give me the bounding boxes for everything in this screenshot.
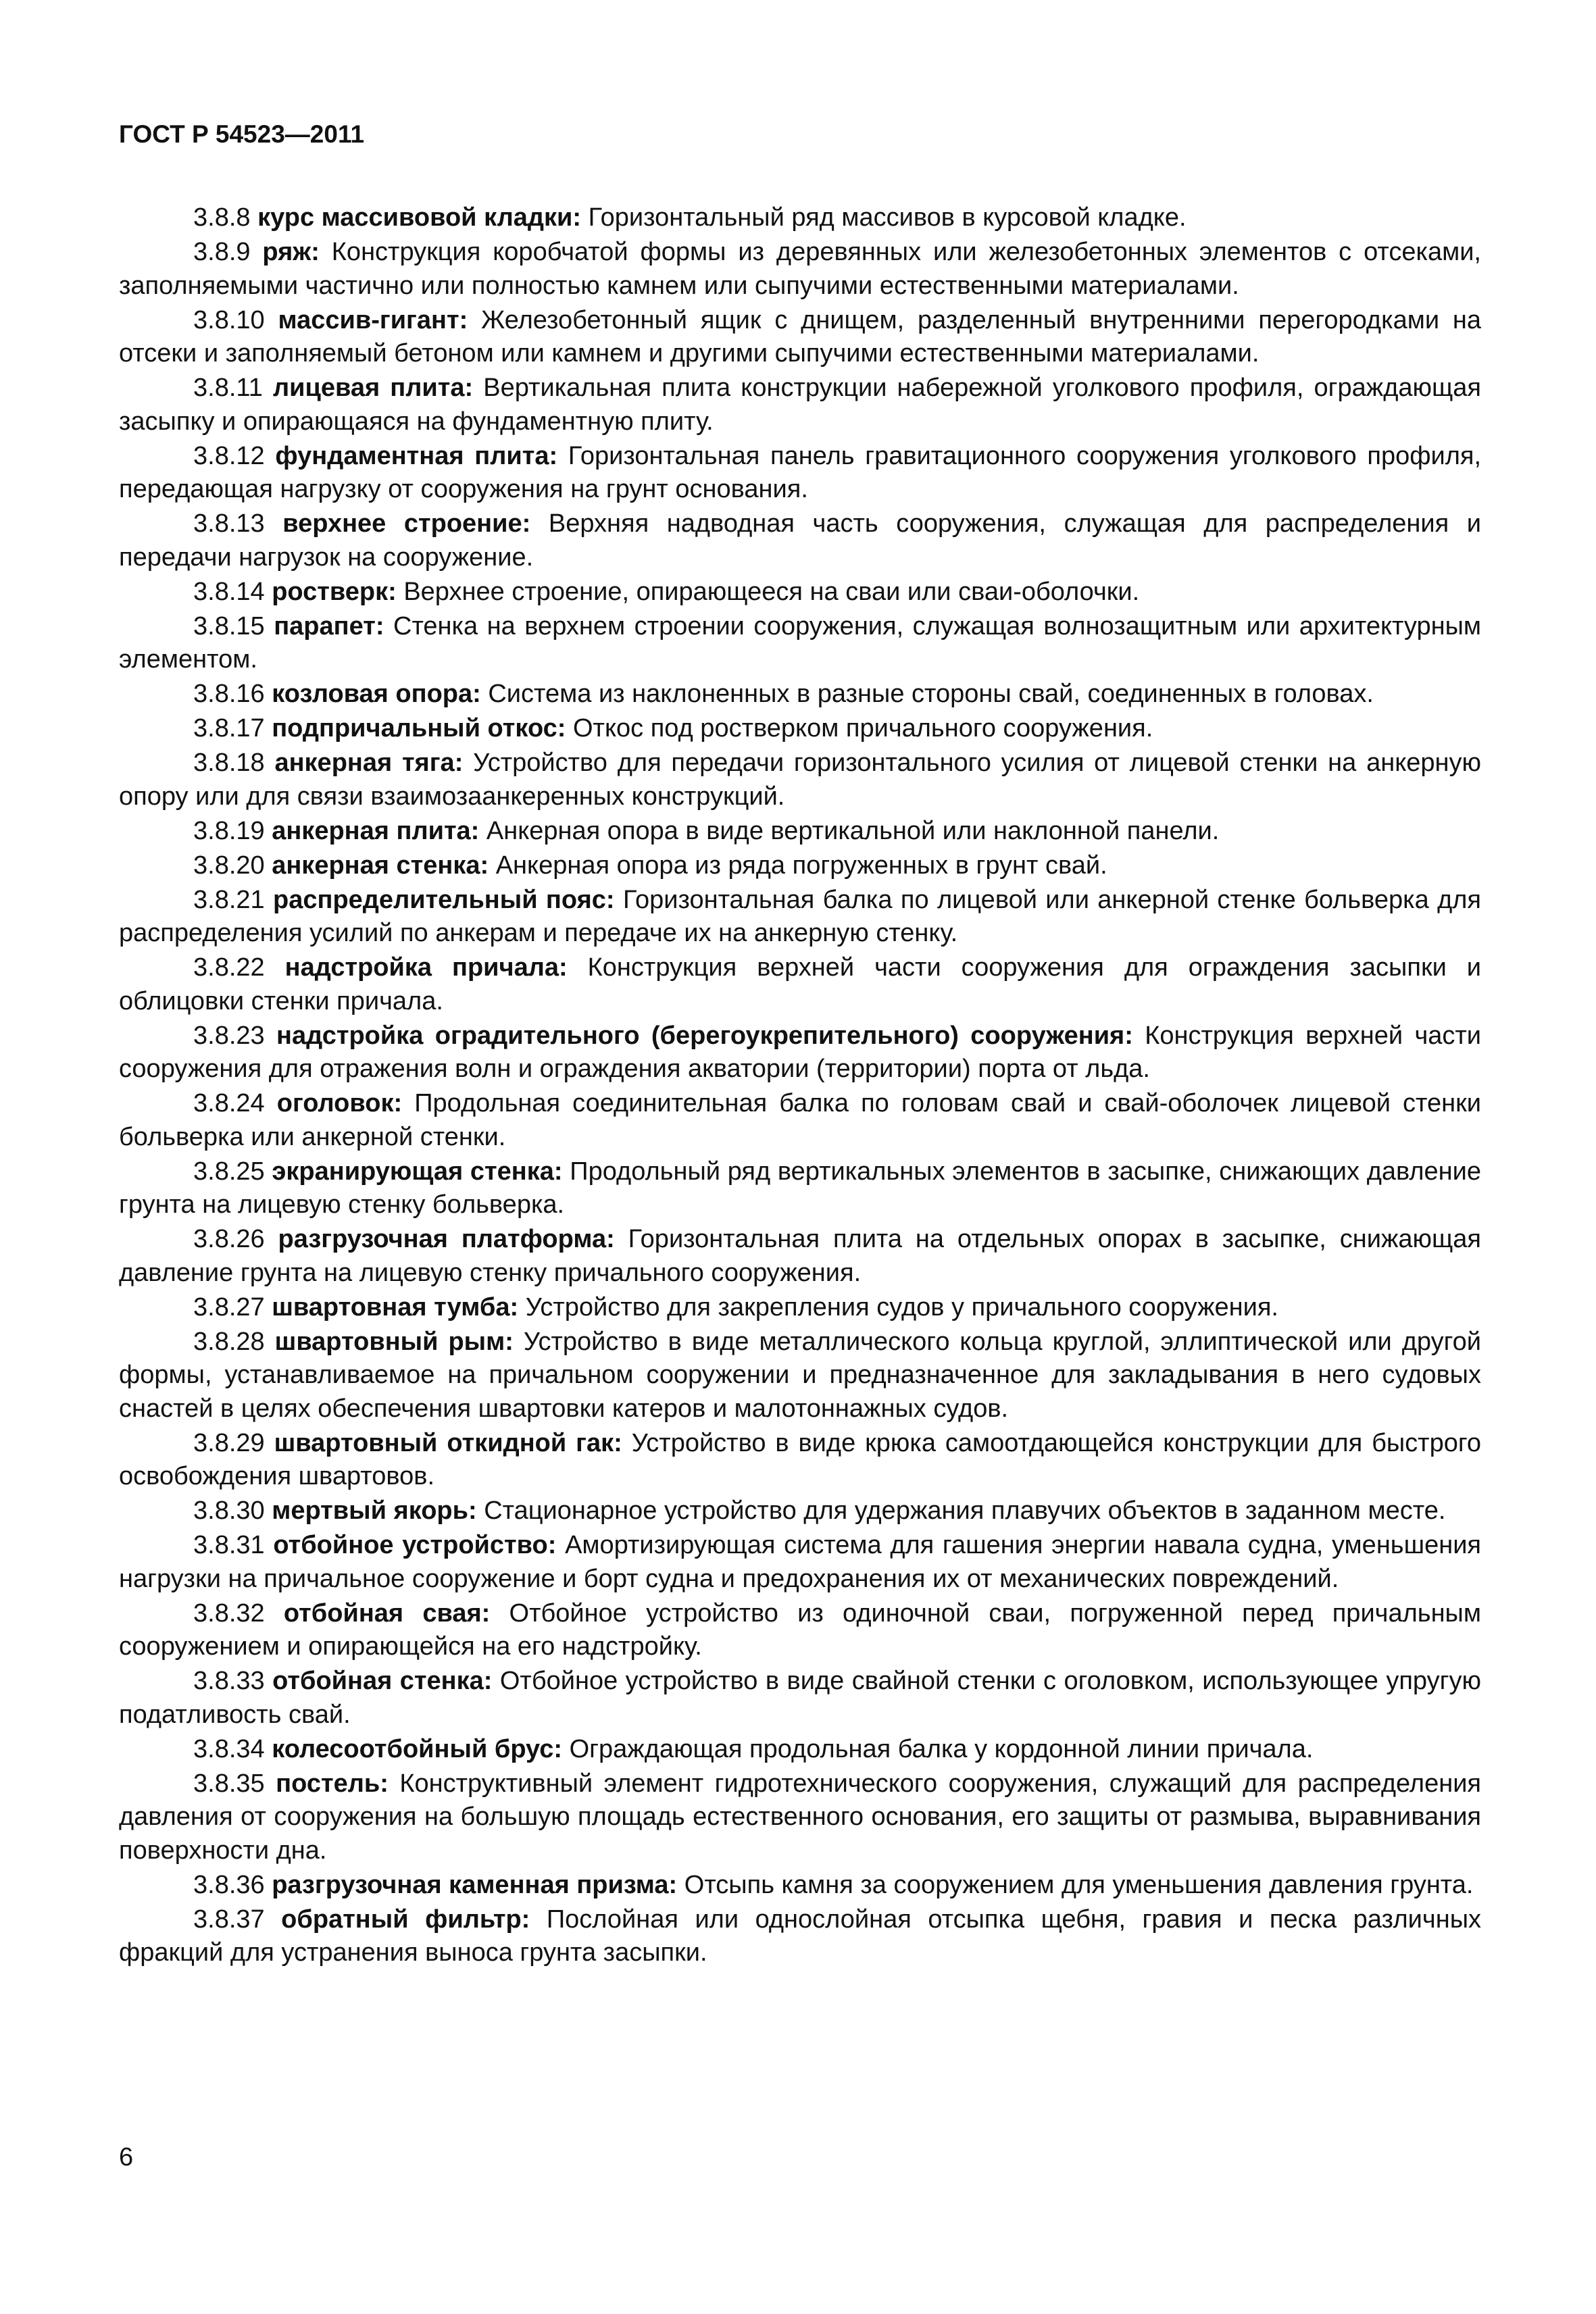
entry-term: верхнее строение: [282, 509, 531, 538]
definition-entry [119, 1326, 1481, 1426]
definition-entry [119, 440, 1481, 507]
entry-definition: Горизонтальная панель гравитационного сооружения уголкового профиля, передающая нагрузку от сооружения на грунт основания. [119, 441, 1482, 503]
entry-term: отбойная свая: [283, 1599, 491, 1628]
entry-number: 3.8.30 [193, 1496, 265, 1525]
entry-definition: Ограждающая продольная балка у кордонной линии причала. [569, 1734, 1314, 1763]
entry-definition: Конструктивный элемент гидротехнического сооружения, служащий для распределения давления от сооружения на большую площадь естественного основания, его защиты от размыва, выравнивания поверхности дна. [119, 1769, 1481, 1865]
definition-entry [119, 1427, 1481, 1494]
entry-term: мертвый якорь: [272, 1496, 477, 1525]
entry-term: фундаментная плита: [275, 441, 558, 470]
entry-number: 3.8.8 [193, 203, 251, 232]
entry-term: парапет: [274, 611, 384, 640]
entry-definition: Устройство для передачи горизонтального усилия от лицевой стенки на анкерную опору или для связи взаимозаанкеренных конструкций. [119, 749, 1482, 811]
entry-term: отбойная стенка: [272, 1667, 493, 1695]
entry-definition: Устройство в виде металлического кольца круглой, эллиптической или другой формы, устанавливаемое на причальном сооружении и предназначенное для закладывания в него судовых снастей в целях обеспечения швартовки катеров и малотоннажных судов. [119, 1327, 1481, 1423]
definition-entry [119, 201, 1481, 235]
definition-entry [119, 610, 1481, 677]
entry-number: 3.8.12 [193, 441, 265, 470]
entry-definition: Конструкция коробчатой формы из деревянных или железобетонных элементов с отсеками, заполняемыми частично или полностью камнем или сыпучими естественными материалами. [119, 238, 1481, 300]
entry-number: 3.8.21 [193, 885, 265, 914]
entry-number: 3.8.13 [193, 509, 265, 538]
entry-term: анкерная стенка: [272, 851, 489, 880]
entry-number: 3.8.16 [193, 680, 265, 708]
entry-term: отбойное устройство: [273, 1531, 557, 1559]
entry-definition: Продольный ряд вертикальных элементов в засыпке, снижающих давление грунта на лицевую стенку больверка. [119, 1157, 1482, 1219]
entry-definition: Отсыпь камня за сооружением для уменьшения давления грунта. [684, 1870, 1474, 1899]
entry-number: 3.8.20 [193, 851, 265, 880]
entry-term: швартовная тумба: [272, 1292, 519, 1322]
definition-entry [119, 236, 1481, 303]
definition-entry [119, 884, 1481, 951]
definition-entry [119, 1597, 1481, 1664]
page-number: 6 [119, 2143, 134, 2171]
entry-definition: Отбойное устройство из одиночной сваи, погруженной перед причальным сооружением и опирающейся на его надстройку. [119, 1599, 1481, 1661]
entry-definition: Конструкция верхней части сооружения для отражения волн и ограждения акватории (территории) порта от льда. [119, 1021, 1482, 1083]
entry-term: распределительный пояс: [273, 885, 615, 914]
definition-entry [119, 712, 1481, 746]
entry-definition: Горизонтальная балка по лицевой или анкерной стенке больверка для распределения усилий по анкерам и передаче их на анкерную стенку. [119, 885, 1482, 947]
entry-term: разгрузочная каменная призма: [272, 1870, 678, 1899]
entry-number: 3.8.10 [193, 305, 265, 334]
entry-number: 3.8.18 [193, 749, 265, 777]
entry-term: надстройка оградительного (берегоукрепительного) сооружения: [276, 1021, 1133, 1050]
entry-definition: Устройство для закрепления судов у причального сооружения. [525, 1292, 1278, 1322]
entry-term: козловая опора: [272, 680, 481, 708]
entry-definition: Анкерная опора в виде вертикальной или наклонной панели. [486, 816, 1220, 845]
definition-entry [119, 849, 1481, 883]
entry-term: курс массивовой кладки: [257, 203, 581, 232]
entry-definition: Верхняя надводная часть сооружения, служащая для распределения и передачи нагрузок на сооружение. [119, 509, 1481, 572]
entry-term: анкерная плита: [272, 816, 480, 845]
entry-term: постель: [276, 1769, 389, 1798]
definition-entry [119, 1665, 1481, 1732]
entry-term: ростверк: [272, 577, 397, 606]
entry-definition: Железобетонный ящик с днищем, разделенный внутренними перегородками на отсеки и заполняемый бетоном или камнем и другими сыпучими естественными материалами. [119, 305, 1481, 368]
entry-number: 3.8.28 [193, 1327, 265, 1356]
entry-definition: Система из наклоненных в разные стороны свай, соединенных в головах. [488, 680, 1374, 708]
definition-entry [119, 1733, 1481, 1767]
definition-entry [119, 372, 1481, 438]
entry-definition: Горизонтальная плита на отдельных опорах в засыпке, снижающая давление грунта на лицевую стенку причального сооружения. [119, 1225, 1481, 1287]
entry-term: обратный фильтр: [281, 1905, 530, 1934]
definition-entry [119, 747, 1481, 813]
definition-entry [119, 304, 1481, 371]
entry-term: оголовок: [276, 1089, 403, 1117]
entry-number: 3.8.15 [193, 611, 265, 640]
entry-number: 3.8.35 [193, 1769, 265, 1798]
entry-definition: Амортизирующая система для гашения энергии навала судна, уменьшения нагрузки на причальное сооружение и борт судна и предохранения их от механических повреждений. [119, 1531, 1482, 1593]
entry-number: 3.8.33 [193, 1667, 265, 1695]
entry-definition: Откос под ростверком причального сооружения. [573, 714, 1153, 743]
entry-term: колесоотбойный брус: [272, 1734, 563, 1763]
entry-term: подпричальный откос: [272, 714, 566, 743]
definition-entry [119, 1155, 1481, 1222]
entry-number: 3.8.11 [193, 374, 263, 402]
entry-definition: Вертикальная плита конструкции набережной уголкового профиля, ограждающая засыпку и опирающаяся на фундаментную плиту. [119, 374, 1481, 436]
definition-entry [119, 951, 1481, 1018]
entry-definition: Горизонтальный ряд массивов в курсовой кладке. [588, 203, 1187, 232]
entry-definition: Конструкция верхней части сооружения для ограждения засыпки и облицовки стенки причала. [119, 953, 1481, 1015]
entry-term: ряж: [262, 238, 320, 266]
entry-term: анкерная тяга: [274, 749, 464, 777]
entry-number: 3.8.37 [193, 1905, 265, 1934]
entry-definition: Стенка на верхнем строении сооружения, служащая волнозащитным или архитектурным элементом. [119, 611, 1482, 674]
entry-term: массив-гигант: [278, 305, 468, 334]
entry-term: швартовный откидной гак: [274, 1428, 622, 1457]
entry-term: экранирующая стенка: [272, 1157, 563, 1186]
entry-definition: Анкерная опора из ряда погруженных в грунт свай. [495, 851, 1107, 880]
entry-number: 3.8.34 [193, 1734, 265, 1763]
entry-definition: Отбойное устройство в виде свайной стенки с оголовком, использующее упругую податливость свай. [119, 1667, 1482, 1729]
entry-number: 3.8.22 [193, 953, 265, 982]
entry-number: 3.8.31 [193, 1531, 265, 1559]
entry-number: 3.8.24 [193, 1089, 265, 1117]
entry-term: разгрузочная платформа: [278, 1225, 615, 1253]
entry-number: 3.8.25 [193, 1157, 265, 1186]
entry-term: лицевая плита: [272, 374, 474, 402]
entry-definition: Стационарное устройство для удержания плавучих объектов в заданном месте. [484, 1496, 1446, 1525]
entry-number: 3.8.27 [193, 1292, 265, 1322]
entry-definition: Верхнее строение, опирающееся на сваи или сваи-оболочки. [403, 577, 1140, 606]
entry-number: 3.8.19 [193, 816, 265, 845]
entry-number: 3.8.36 [193, 1870, 265, 1899]
entry-number: 3.8.29 [193, 1428, 265, 1457]
definition-entry [119, 1903, 1481, 1970]
entry-number: 3.8.9 [193, 238, 251, 266]
entry-number: 3.8.17 [193, 714, 265, 743]
document-code-header: ГОСТ Р 54523—2011 [119, 120, 365, 148]
entry-number: 3.8.23 [193, 1021, 265, 1050]
entry-definition: Устройство в виде крюка самоотдающейся конструкции для быстрого освобождения швартовов. [119, 1428, 1481, 1490]
definition-entry [119, 678, 1481, 711]
definitions-list [119, 201, 1481, 1971]
entry-number: 3.8.26 [193, 1225, 265, 1253]
definition-entry [119, 1223, 1481, 1290]
entry-definition: Послойная или однослойная отсыпка щебня, гравия и песка различных фракций для устранения выноса грунта засыпки. [119, 1905, 1482, 1967]
entry-term: надстройка причала: [284, 953, 568, 982]
definition-entry [119, 576, 1481, 609]
definition-entry [119, 1494, 1481, 1528]
definition-entry [119, 1529, 1481, 1596]
definition-entry [119, 1767, 1481, 1868]
definition-entry [119, 1869, 1481, 1903]
entry-definition: Продольная соединительная балка по головам свай и свай-оболочек лицевой стенки больверка или анкерной стенки. [119, 1089, 1482, 1151]
entry-number: 3.8.32 [193, 1599, 265, 1628]
entry-number: 3.8.14 [193, 577, 265, 606]
definition-entry [119, 1020, 1481, 1086]
entry-term: швартовный рым: [274, 1327, 514, 1356]
definition-entry [119, 815, 1481, 849]
definition-entry [119, 1087, 1481, 1154]
definition-entry [119, 1291, 1481, 1325]
definition-entry [119, 507, 1481, 574]
